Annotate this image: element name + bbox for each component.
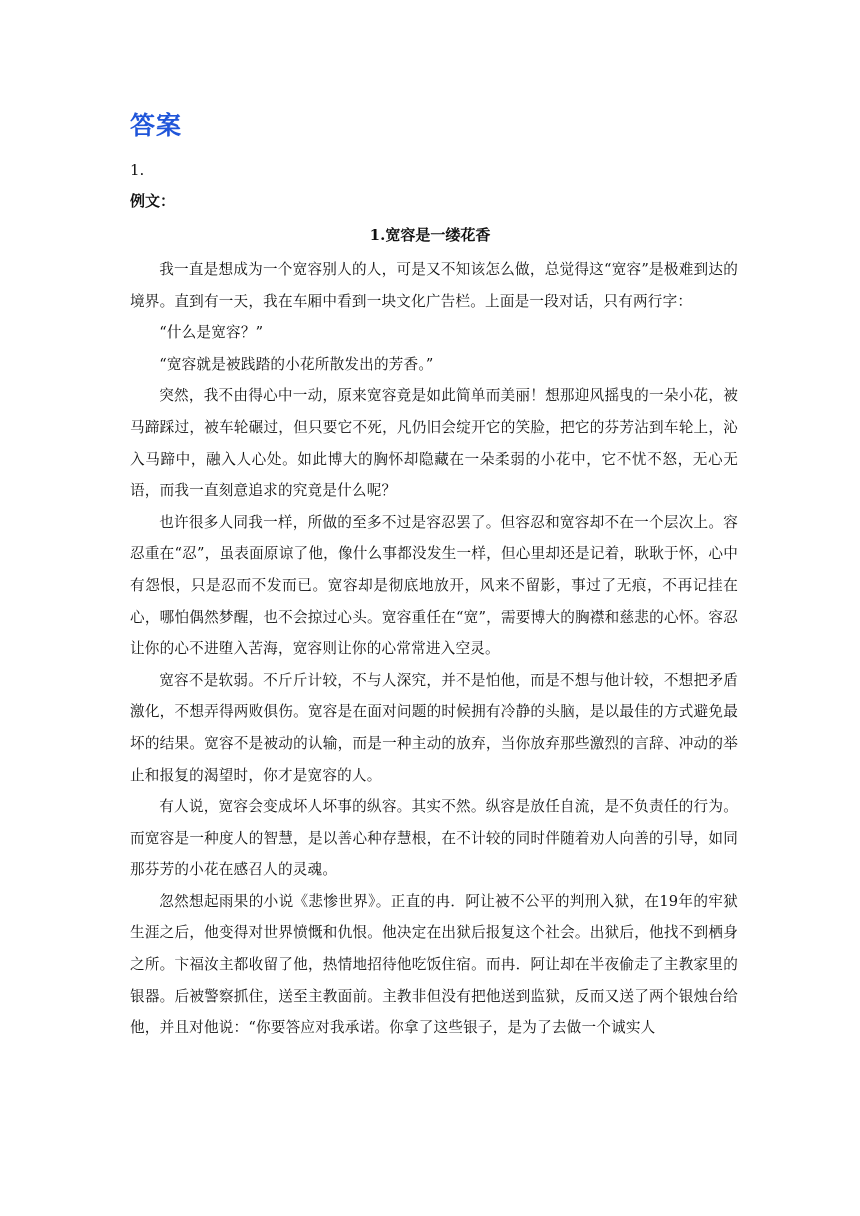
paragraph-6: 宽容不是软弱。不斤斤计较，不与人深究，并不是怕他，而是不想与他计较，不想把矛盾激化，不想弄得两败俱伤。宽容是在面对问题的时候拥有冷静的头脑，是以最佳的方式避免最坏的结果。宽容不是被动的认输，而是一种主动的放弃，当你放弃那些激烈的言辞、冲动的举止和报复的渴望时，你才是宽容的人。 bbox=[130, 671, 738, 784]
paragraph-2: “什么是宽容？” bbox=[159, 324, 264, 342]
paragraph-1: 我一直是想成为一个宽容别人的人，可是又不知该怎么做，总觉得这“宽容”是极难到达的境界。直到有一天，我在车厢中看到一块文化广告栏。上面是一段对话，只有两行字： bbox=[130, 261, 738, 310]
essay-title: 1.宽容是一缕花香 bbox=[369, 226, 491, 244]
paragraph-4: 突然，我不由得心中一动，原来宽容竟是如此简单而美丽！想那迎风摇曳的一朵小花，被马蹄踩过，被车轮碾过，但只要它不死，凡仍旧会绽开它的笑脸，把它的芬芳沾到车轮上，沁入马蹄中，融入人心处。如此博大的胸怀却隐藏在一朵柔弱的小花中，它不忧不怒，无心无语，而我一直刻意追求的究竟是什么呢？ bbox=[130, 387, 738, 500]
example-label: 例文： bbox=[130, 192, 176, 210]
paragraph-5: 也许很多人同我一样，所做的至多不过是容忍罢了。但容忍和宽容却不在一个层次上。容忍重在“忍”，虽表面原谅了他，像什么事都没发生一样，但心里却还是记着，耿耿于怀，心中有怨恨，只是忍而不发而已。宽容却是彻底地放开，风来不留影，事过了无痕，不再记挂在心，哪怕偶然梦醒，也不会掠过心头。宽容重任在“宽”，需要博大的胸襟和慈悲的心怀。容忍让你的心不进堕入苦海，宽容则让你的心常常进入空灵。 bbox=[130, 513, 738, 658]
question-number: 1. bbox=[130, 161, 145, 179]
answer-heading: 答案 bbox=[130, 111, 183, 140]
paragraph-3: “宽容就是被践踏的小花所散发出的芳香。” bbox=[159, 355, 434, 373]
essay-body bbox=[130, 254, 738, 1044]
paragraph-7: 有人说，宽容会变成坏人坏事的纵容。其实不然。纵容是放任自流，是不负责任的行为。而宽容是一种度人的智慧，是以善心种存慧根，在不计较的同时伴随着劝人向善的引导，如同那芬芳的小花在感召人的灵魂。 bbox=[130, 798, 738, 879]
paragraph-8: 忽然想起雨果的小说《悲惨世界》。正直的冉．阿让被不公平的判刑入狱，在19年的牢狱生涯之后，他变得对世界愤慨和仇恨。他决定在出狱后报复这个社会。出狱后，他找不到栖身之所。卞福汝主都收留了他，热情地招待他吃饭住宿。而冉．阿让却在半夜偷走了主教家里的银器。后被警察抓住，送至主教面前。主教非但没有把他送到监狱，反而又送了两个银烛台给他，并且对他说：“你要答应对我承诺。你拿了这些银子，是为了去做一个诚实人 bbox=[130, 892, 738, 1037]
